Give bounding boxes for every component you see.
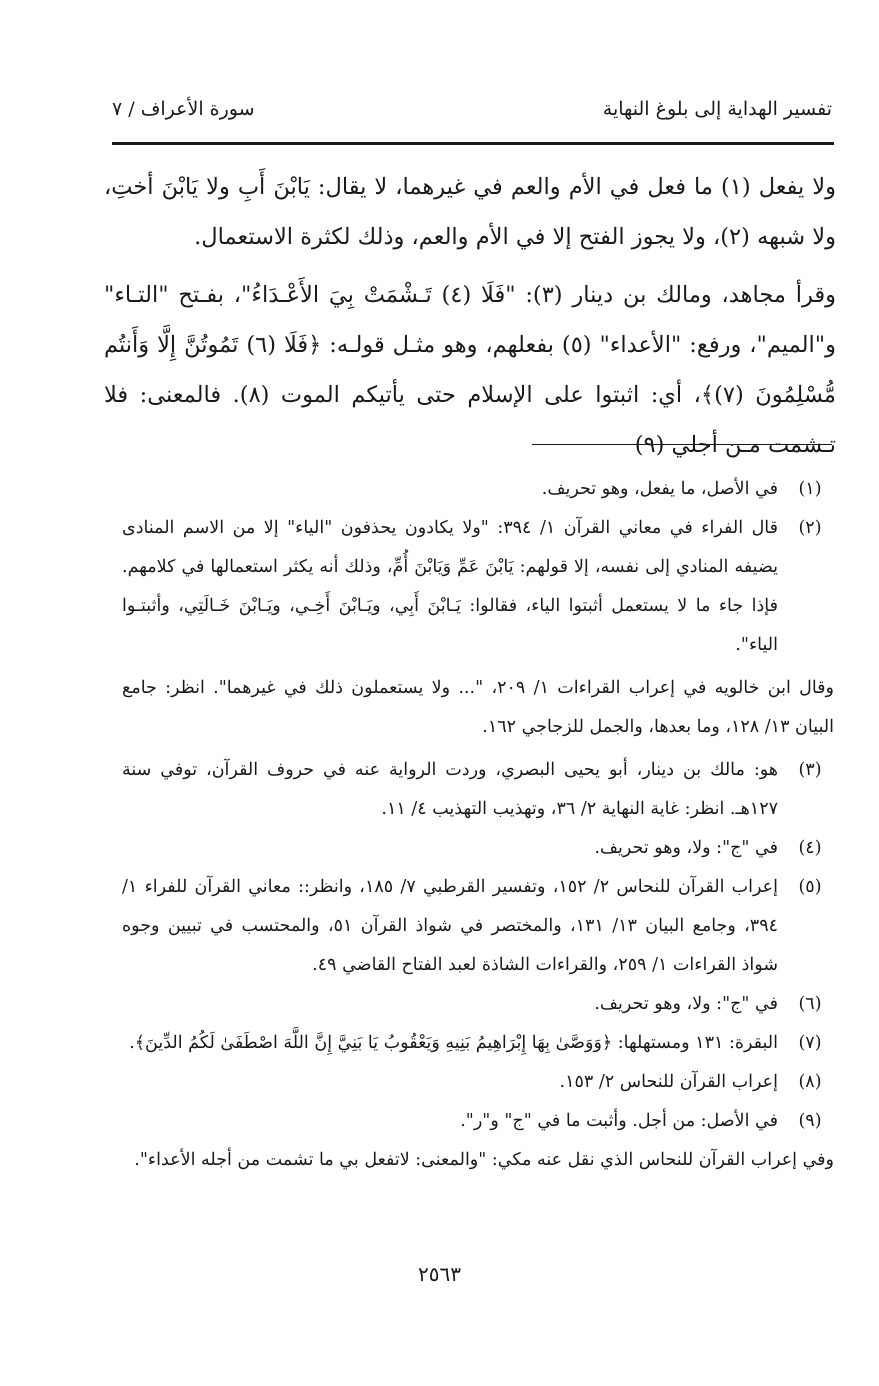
page-number: ٢٥٦٣	[418, 1262, 461, 1286]
footnote-number: (٦)	[798, 994, 822, 1014]
footnote-2	[122, 509, 834, 665]
footnote-number: (٤)	[798, 838, 822, 858]
surah-reference: سورة الأعراف / ٧	[112, 98, 255, 120]
footnote-number: (٩)	[798, 1111, 822, 1131]
footnote-number: (٨)	[798, 1072, 822, 1092]
footnote-6	[122, 985, 834, 1024]
footnote-2-continuation: وقال ابن خالويه في إعراب القراءات ١/ ٢٠٩، "... ولا يستعملون ذلك في غيرهما". انظر: جامع البيان ١٣/ ١٢٨، وما بعدها، والجمل للزجاجي ١٦٢.	[122, 678, 834, 737]
footnote-number: (١)	[798, 479, 822, 499]
running-header	[112, 98, 832, 132]
footnote-divider	[532, 444, 832, 445]
header-divider	[112, 142, 834, 145]
footnote-text: في الأصل، ما يفعل، وهو تحريف.	[541, 479, 778, 499]
footnote-text: إعراب القرآن للنحاس ٢/ ١٥٢، وتفسير القرطبي ٧/ ١٨٥، وانظر:: معاني القرآن للفراء ١/ ٣٩٤، وجامع البيان ١٣/ ١٣١، والمختصر في شواذ القرآن ٥١، والمحتسب في تبيين وجوه شواذ القراءات ١/ ٢٥٩، والقراءات الشاذة لعبد الفتاح القاضي ٤٩.	[122, 877, 778, 975]
footnote-text: إعراب القرآن للنحاس ٢/ ١٥٣.	[559, 1072, 778, 1092]
footnote-8	[122, 1063, 834, 1102]
footnote-3	[122, 751, 834, 829]
footnote-text: في "ج": ولا، وهو تحريف.	[594, 994, 778, 1014]
main-paragraph: ولا يفعل (١) ما فعل في الأم والعم في غيرهما، لا يقال: يَابْنَ أَبِ ولا يَابْنَ أختِ، ولا شبهه (٢)، ولا يجوز الفتح إلا في الأم والعم، وذلك لكثرة الاستعمال.	[104, 174, 836, 250]
footnote-4	[122, 829, 834, 868]
footnote-number: (٥)	[798, 877, 822, 897]
footnote-9-continuation: وفي إعراب القرآن للنحاس الذي نقل عنه مكي: "والمعنى: لاتفعل بي ما تشمت من أجله الأعداء".	[134, 1150, 834, 1170]
footnote-1	[122, 470, 834, 509]
main-paragraph: وقرأ مجاهد، ومالك بن دينار (٣): "فَلَا (٤) تَـشْمَتْ بِيَ الأَعْـدَاءُ"، بفـتح "التـاء" و"الميم"، ورفع: "الأعداء" (٥) بفعلهم، وهو مثـل قولـه: ﴿فَلَا (٦) تَمُوتُنَّ إِلَّا وَأَنتُم مُّسْلِمُونَ (٧)﴾، أي: اثبتوا على الإسلام حتى يأتيكم الموت (٨). فالمعنى: فلا تـشمت مـن أجلي (٩)	[104, 282, 836, 458]
footnote-5	[122, 868, 834, 985]
footnote-number: (٣)	[798, 760, 822, 780]
footnote-7	[122, 1024, 834, 1063]
footnote-number: (٢)	[798, 518, 822, 538]
footnotes	[122, 470, 834, 1180]
book-title: تفسير الهداية إلى بلوغ النهاية	[602, 98, 832, 120]
footnote-number: (٧)	[798, 1033, 822, 1053]
footnote-text: قال الفراء في معاني القرآن ١/ ٣٩٤: "ولا يكادون يحذفون "الياء" إلا من الاسم المنادى يضيفه المنادي إلى نفسه، إلا قولهم: يَابْنَ عَمِّ وَيَابْنَ أُمِّ، وذلك أنه يكثر استعمالها في كلامهم. فإذا جاء ما لا يستعمل أثبتوا الياء، فقالوا: يَـابْنَ أَبِي، ويَـابْنَ أَخِـي، ويَـابْنَ خَـالَتِي، وأثبتـوا الياء".	[122, 518, 778, 655]
footnote-text: هو: مالك بن دينار، أبو يحيى البصري، وردت الرواية عنه في حروف القرآن، توفي سنة ١٢٧هـ. انظر: غاية النهاية ٢/ ٣٦، وتهذيب التهذيب ٤/ ١١.	[122, 760, 778, 819]
footnote-text: البقرة: ١٣١ ومستهلها: ﴿وَوَصَّىٰ بِهَا إِبْرَاهِيمُ بَنِيهِ وَيَعْقُوبُ يَا بَنِيَّ إِنَّ اللَّهَ اصْطَفَىٰ لَكُمُ الدِّينَ﴾.	[129, 1033, 778, 1053]
footnote-9	[122, 1102, 834, 1141]
footnote-text: في الأصل: من أجل. وأثبت ما في "ج" و"ر".	[460, 1111, 778, 1131]
footnote-text: في "ج": ولا، وهو تحريف.	[594, 838, 778, 858]
main-text	[104, 162, 836, 470]
